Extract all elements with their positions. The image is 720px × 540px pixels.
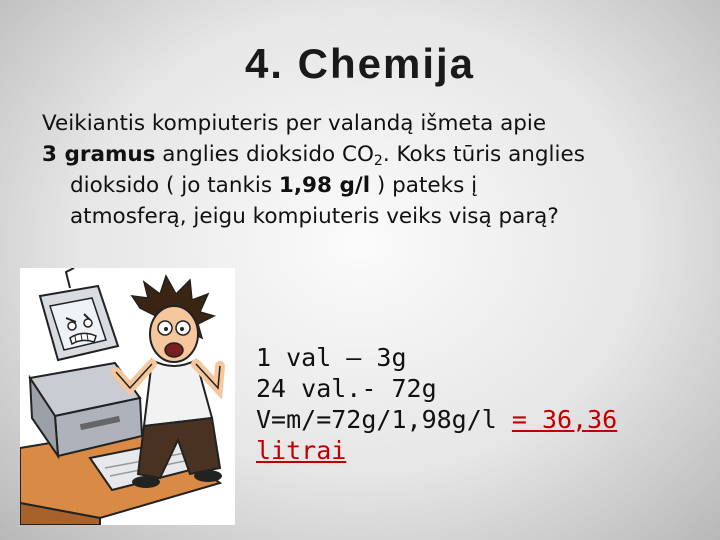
problem-line-1: Veikiantis kompiuteris per valandą išmeta apie xyxy=(42,111,547,136)
solution-line-4 xyxy=(256,435,706,466)
solution-line-1: 1 val – 3g xyxy=(256,343,407,372)
slide-title: 4. Chemija xyxy=(244,40,476,87)
problem-text xyxy=(42,108,702,232)
problem-line-2 xyxy=(42,139,702,170)
subscript: 2 xyxy=(373,153,383,169)
solution-line-2: 24 val.- 72g xyxy=(256,374,437,403)
problem-line-3 xyxy=(42,170,702,201)
solution-line-3 xyxy=(256,404,706,435)
problem-line-3-text: dioksido ( jo tankis xyxy=(70,173,279,198)
answer-value: = 36,36 xyxy=(511,405,618,434)
problem-line-2-text: anglies dioksido CO xyxy=(155,142,374,167)
solution-text xyxy=(256,342,706,466)
mass-value: 3 gramus xyxy=(42,142,156,167)
formula: V=m/=72g/1,98g/l xyxy=(256,405,512,434)
problem-line-2-end: . Koks tūris anglies xyxy=(382,142,585,167)
frustrated-man-with-computer-icon xyxy=(20,268,235,525)
answer-unit: litrai xyxy=(256,436,347,465)
density-value: 1,98 g/l xyxy=(278,173,371,198)
problem-line-4: atmosferą, jeigu kompiuteris veiks visą parą? xyxy=(70,204,559,229)
problem-line-3-end: ) pateks į xyxy=(370,173,478,198)
